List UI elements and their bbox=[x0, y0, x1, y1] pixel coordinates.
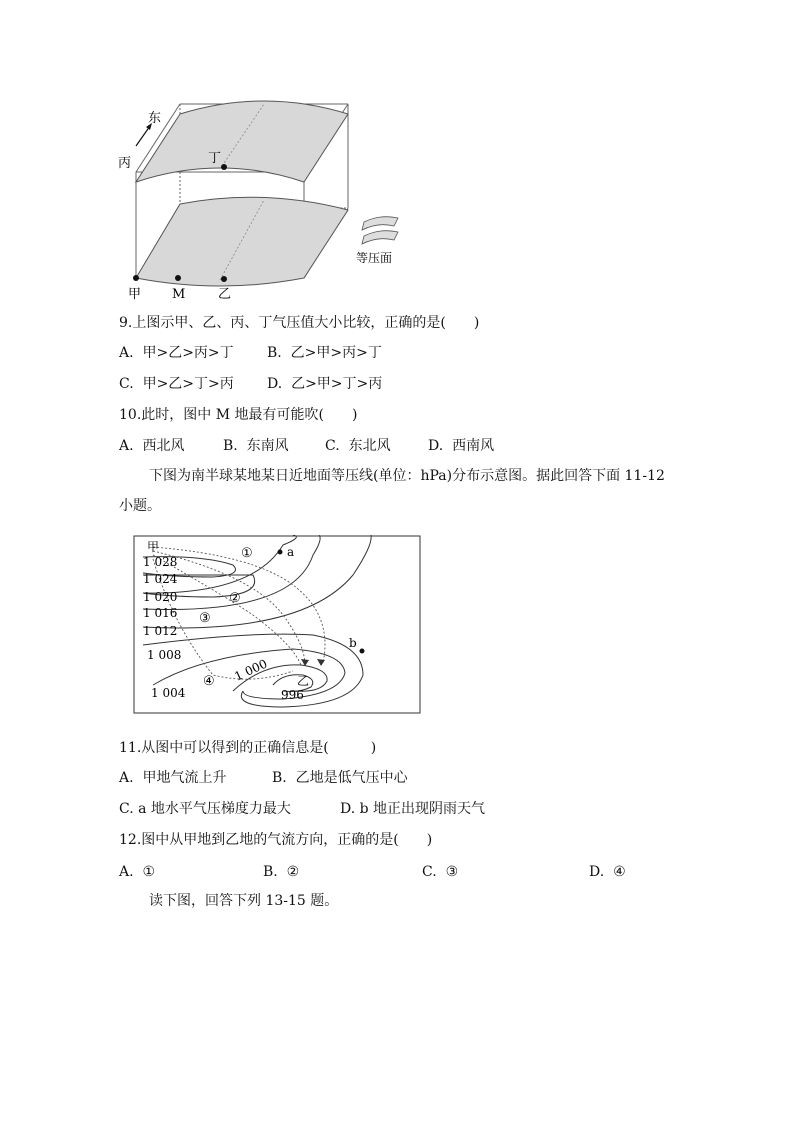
label-b: b bbox=[349, 636, 357, 650]
point-b bbox=[360, 649, 365, 654]
label-jia: 甲 bbox=[128, 287, 142, 302]
isobar-label-1020: 1 020 bbox=[143, 590, 178, 604]
q10-option-c[interactable]: C. 东北风 bbox=[325, 438, 391, 454]
q10-stem: 10.此时，图中 M 地最有可能吹( ) bbox=[119, 407, 358, 423]
label-yi: 乙 bbox=[218, 287, 232, 302]
isobar-label-1008: 1 008 bbox=[147, 648, 182, 662]
q12-option-c[interactable]: C. ③ bbox=[422, 864, 459, 880]
q11-option-d[interactable]: D. b 地正出现阴雨天气 bbox=[340, 801, 486, 817]
isobar-label-1028: 1 028 bbox=[143, 555, 178, 569]
q9-option-c[interactable]: C. 甲>乙>丁>丙 bbox=[119, 376, 234, 392]
path-label-2: ② bbox=[229, 591, 241, 606]
label-yi-map: 乙 bbox=[297, 674, 310, 688]
q9-option-d[interactable]: D. 乙>甲>丁>丙 bbox=[267, 376, 383, 392]
isobar-map bbox=[133, 535, 423, 717]
isobar-label-1024: 1 024 bbox=[143, 572, 178, 586]
path-label-1: ① bbox=[241, 546, 253, 561]
label-m: M bbox=[172, 287, 186, 302]
isobaric-surface-legend-icon bbox=[362, 217, 398, 244]
legend-label: 等压面 bbox=[356, 251, 393, 265]
q12-option-d[interactable]: D. ④ bbox=[589, 864, 626, 880]
isobar-label-1012: 1 012 bbox=[143, 624, 178, 638]
q9-stem: 9.上图示甲、乙、丙、丁气压值大小比较，正确的是( ) bbox=[119, 315, 480, 331]
point-jia bbox=[133, 275, 139, 281]
q11-option-c[interactable]: C. a 地水平气压梯度力最大 bbox=[119, 801, 291, 817]
q11-option-b[interactable]: B. 乙地是低气压中心 bbox=[272, 770, 408, 786]
isobar-label-1000: 1 000 bbox=[232, 656, 270, 684]
q9-option-b[interactable]: B. 乙>甲>丙>丁 bbox=[267, 345, 382, 361]
intro-13-15: 读下图，回答下列 13-15 题。 bbox=[149, 893, 339, 909]
q9-option-a[interactable]: A. 甲>乙>丙>丁 bbox=[119, 345, 234, 361]
point-a bbox=[278, 550, 283, 555]
path-label-3: ③ bbox=[199, 611, 211, 626]
q10-option-b[interactable]: B. 东南风 bbox=[223, 438, 289, 454]
east-arrow-icon bbox=[136, 126, 150, 146]
q10-option-a[interactable]: A. 西北风 bbox=[119, 438, 185, 454]
isobar-label-996: 996 bbox=[281, 688, 304, 702]
q11-option-a[interactable]: A. 甲地气流上升 bbox=[119, 770, 227, 786]
isobaric-surface-diagram bbox=[112, 96, 422, 306]
q12-stem: 12.图中从甲地到乙地的气流方向，正确的是( ) bbox=[119, 832, 433, 848]
q12-option-b[interactable]: B. ② bbox=[263, 864, 300, 880]
label-a: a bbox=[287, 545, 295, 559]
point-m bbox=[175, 275, 181, 281]
label-bing: 丙 bbox=[118, 156, 132, 171]
isobar-label-1016: 1 016 bbox=[143, 606, 178, 620]
intro-11-12: 下图为南半球某地某日近地面等压线(单位：hPa)分布示意图。据此回答下面 11-12 小题。 bbox=[119, 468, 665, 514]
q10-option-d[interactable]: D. 西南风 bbox=[428, 438, 495, 454]
label-jia-map: 甲 bbox=[147, 540, 160, 554]
path-label-4: ④ bbox=[203, 674, 215, 689]
q12-option-a[interactable]: A. ① bbox=[119, 864, 156, 880]
point-yi bbox=[221, 276, 227, 282]
point-ding bbox=[221, 164, 227, 170]
label-ding: 丁 bbox=[208, 151, 222, 166]
q11-stem: 11.从图中可以得到的正确信息是( ) bbox=[119, 740, 377, 756]
label-east: 东 bbox=[148, 111, 162, 126]
isobar-label-1004: 1 004 bbox=[151, 686, 186, 700]
